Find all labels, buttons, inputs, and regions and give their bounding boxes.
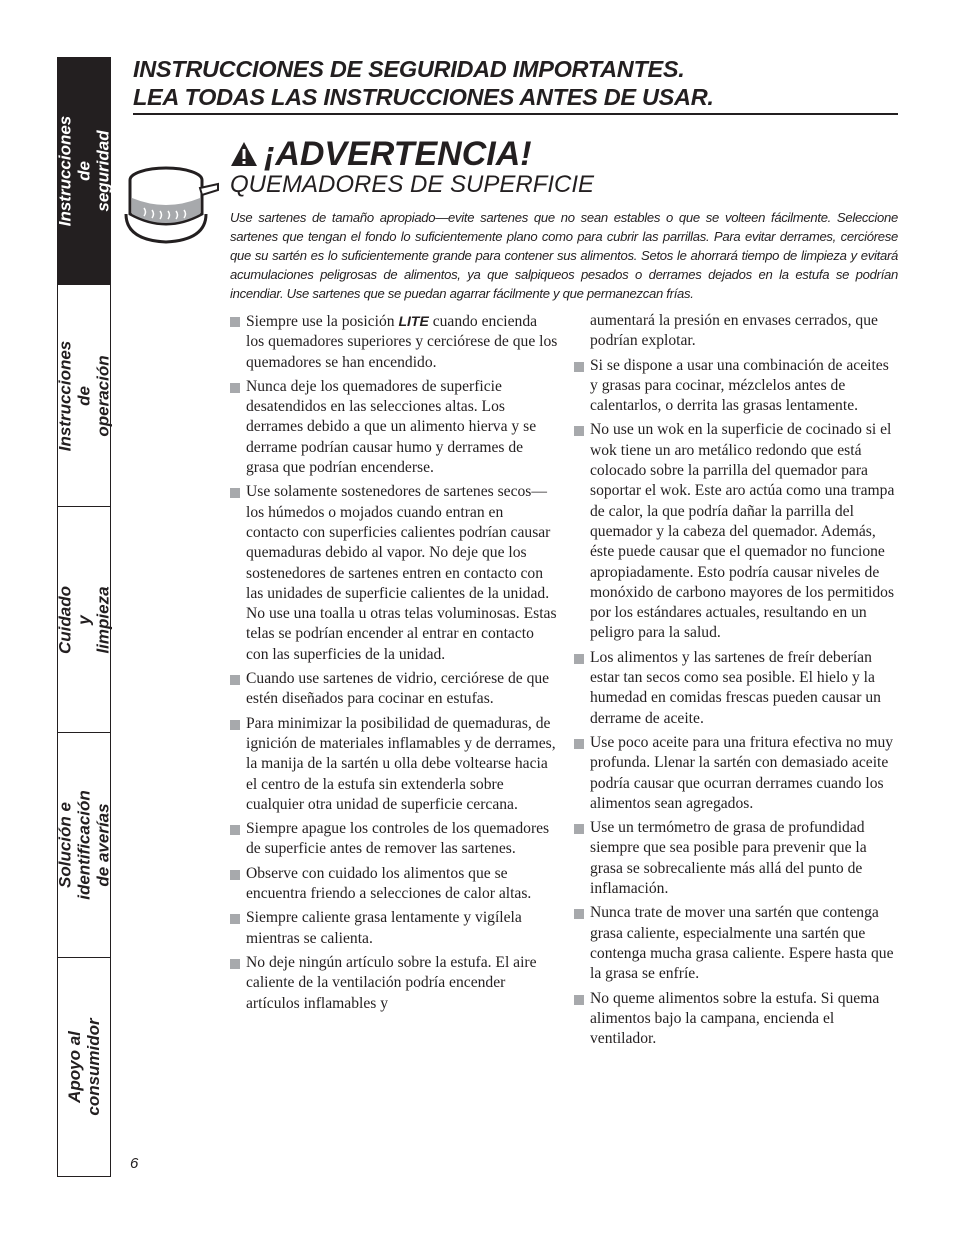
list-item [228,669,558,710]
list-item [572,356,900,417]
tab-label: Cuidado y limpieza [55,585,113,654]
item-text: Siempre apague los controles de los quemadores de superficie antes de remover las sartenes. [246,820,550,858]
page-title [133,55,898,115]
tab-cuidado-limpieza[interactable] [55,507,113,733]
square-bullet-icon [574,824,584,834]
right-column [572,311,900,1053]
list-item [228,864,558,905]
page-title-line-1: INSTRUCCIONES DE SEGURIDAD IMPORTANTES. [133,56,685,82]
item-text: Siempre caliente grasa lentamente y vigílela mientras se calienta. [246,909,522,947]
item-text: Si se dispone a usar una combinación de aceites y grasas para cocinar, mézclelos antes de calentarlos, o derrita las grasas lentamente. [590,356,889,415]
item-text-before: Siempre use la posición [246,313,399,330]
tab-label: Instrucciones de seguridad [55,115,113,227]
square-bullet-icon [230,675,240,685]
square-bullet-icon [574,739,584,749]
tab-label: Solución e identificación de averías [55,790,113,900]
list-item [572,989,900,1050]
item-text: No deje ningún artículo sobre la estufa. El aire caliente de la ventilación podría encender artículos inflamables y [246,953,537,1012]
item-text: Nunca deje los quemadores de superficie desatendidos en las selecciones altas. Los derrames debido a que un alimento hierva y se derrame podrían causar humo y derrames de grasa que podrían encenderse. [246,377,537,477]
list-item [228,482,558,665]
item-text: aumentará la presión en envases cerrados, que podrían explotar. [590,312,878,350]
item-text: Observe con cuidado los alimentos que se encuentra friendo a selecciones de calor altas. [246,864,532,903]
warning-subtitle: QUEMADORES DE SUPERFICIE [230,171,595,198]
item-text: Nunca trate de mover una sartén que contenga grasa caliente, especialmente una sartén que contenga mucha grasa caliente. Espere hasta que la grasa se enfríe. [590,904,894,983]
tab-apoyo-consumidor[interactable] [58,958,110,1176]
list-item [572,903,900,984]
square-bullet-icon [574,909,584,919]
page-number: 6 [130,1155,139,1172]
warning-intro: Use sartenes de tamaño apropiado—evite sartenes que no sean estables o que se volteen fácilmente. Seleccione sartenes que tengan el fondo lo suficientemente plano como para cubrir las parrillas. Para evitar derrames, cerciórese que su sartén es lo suficientemente grande para contener sus alimentos. Setos le ahorrará tiempo de limpieza y evitará acumulaciones peligrosas de alimentos, ya que salpiqueos pesados o derrames dejados en la estufa se podrían incendiar. Use sartenes que se puedan agarrar fácilmente y que permanezcan frías. [230,210,898,301]
pot-icon [122,158,222,250]
item-text: No queme alimentos sobre la estufa. Si quema alimentos bajo la campana, encienda el ventilador. [590,989,880,1048]
page-title-line-2: LEA TODAS LAS INSTRUCCIONES ANTES DE USAR. [133,84,714,110]
list-item [228,819,558,860]
square-bullet-icon [230,720,240,730]
item-text: Cuando use sartenes de vidrio, cerciórese de que estén diseñados para cocinar en estufas. [246,670,550,708]
square-bullet-icon [230,383,240,393]
list-item [228,377,558,478]
item-text: No use un wok en la superficie de cocinado si el wok tiene un aro metálico redondo que está colocado sobre la parrilla del quemador para soportar el wok. Este aro actúa como una trampa de calor, la que podría dañar la parrilla del quemador y la cabeza del quemador. Además, éste puede causar que el quemador no funcione apropiadamente. Esto podría causar niveles de monóxido de carbono mayores de los permitidos por los estándares actuales, resultando en un peligro para la salud. [590,421,895,642]
item-text-after: cuando encienda los quemadores superiores y cerciórese de que los quemadores se han encendido. [246,313,558,371]
item-text: Use poco aceite para una fritura efectiva no muy profunda. Llenar la sartén con demasiado aceite podría causar que ocurran derrames cuando los alimentos sean agregados. [590,733,894,812]
list-item [228,311,558,373]
warning-triangle-icon [230,141,258,167]
square-bullet-icon [574,654,584,664]
list-item [572,733,900,814]
square-bullet-icon [230,488,240,498]
tab-label: Apoyo al consumidor [65,1018,103,1116]
square-bullet-icon [230,959,240,969]
item-text: Use solamente sostenedores de sartenes secos—los húmedos o mojados cuando entran en contacto con superficies calientes podrían causar quemaduras debido al vapor. No deje que los sostenedores de sartenes entren en contacto con las unidades de superficie calientes de la unidad. No use una toalla u otras telas voluminosas. Estas telas se podrían encender al entrar en contacto con las superficies de la unidad. [246,483,557,663]
list-item [572,818,900,899]
item-text: Los alimentos y las sartenes de freír deberían estar tan secos como sea posible. El hielo y la humedad en comidas frescas pueden causar un derrame de aceite. [590,648,881,727]
square-bullet-icon [230,914,240,924]
warning-title [230,134,532,174]
list-item [228,953,558,1014]
sidebar-tabs [57,57,111,1177]
square-bullet-icon [574,362,584,372]
square-bullet-icon [574,995,584,1005]
tab-instrucciones-seguridad[interactable] [55,58,113,285]
square-bullet-icon [230,870,240,880]
square-bullet-icon [230,825,240,835]
tab-solucion-averias[interactable] [55,733,113,958]
warning-title-text: ¡ADVERTENCIA! [264,135,532,173]
left-column [228,311,558,1018]
item-text: Use un termómetro de grasa de profundidad siempre que sea posible para prevenir que la grasa se sobrecaliente más allá del punto de inflamación. [590,819,867,898]
item-text: Para minimizar la posibilidad de quemaduras, de ignición de materiales inflamables y de derrames, la manija de la sartén u olla debe voltearse hacia el centro de la estufa sin extenderla sobre cualquier otra unidad de superficie cercana. [246,714,556,813]
lite-label: LITE [398,313,429,329]
list-item [228,714,558,815]
list-item-continuation [572,311,900,352]
list-item [572,420,900,643]
tab-label: Instrucciones de operación [55,340,113,451]
list-item [228,908,558,949]
list-item [572,648,900,729]
tab-instrucciones-operacion[interactable] [55,285,113,507]
square-bullet-icon [230,317,240,327]
square-bullet-icon [574,426,584,436]
